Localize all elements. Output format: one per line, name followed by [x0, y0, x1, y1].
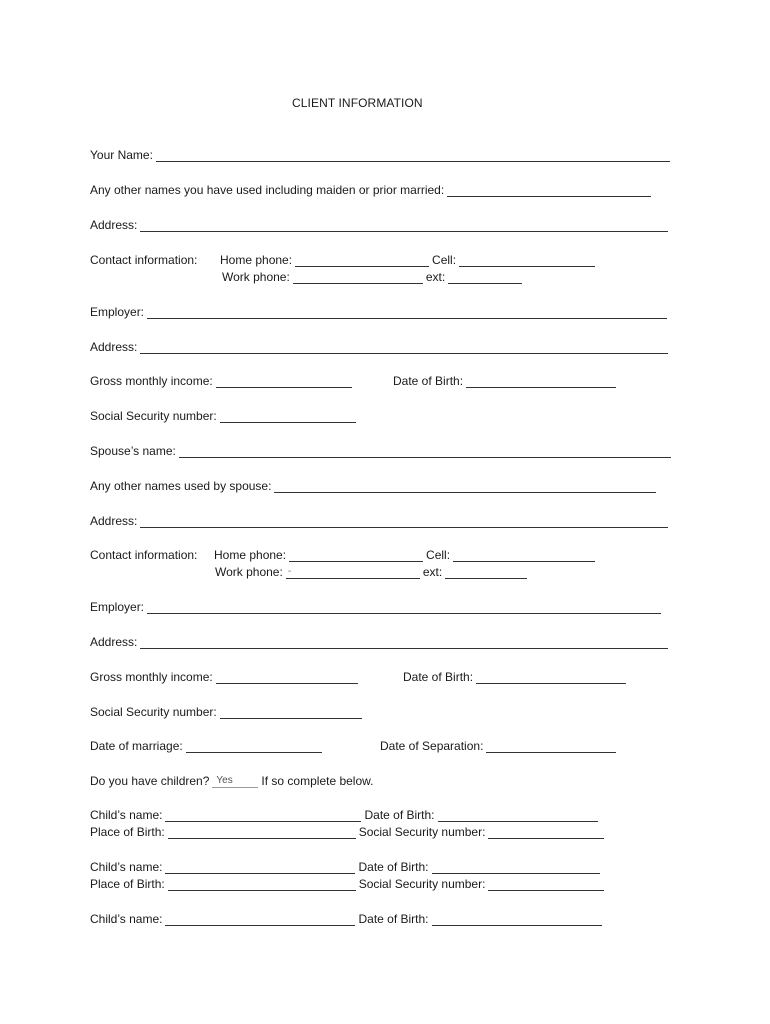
ssn-row	[90, 407, 359, 423]
spouse-home-phone-row	[214, 546, 598, 562]
child3-dob-field[interactable]	[432, 914, 602, 926]
work-phone-row	[222, 268, 525, 284]
spouse-name-label: Spouse’s name:	[90, 444, 176, 458]
child2-dob-label: Date of Birth:	[358, 860, 429, 874]
child1-pob-field[interactable]	[168, 827, 356, 839]
child1-name-field[interactable]	[165, 810, 361, 822]
your-name-label: Your Name:	[90, 148, 153, 162]
spouse-work-phone-mark: -	[287, 566, 292, 577]
address-label: Address:	[90, 218, 138, 232]
employer-address-row	[90, 338, 671, 354]
dob-row	[393, 372, 619, 388]
child3-name-label: Child’s name:	[90, 912, 163, 926]
child1-name-label: Child’s name:	[90, 808, 163, 822]
cell-label: Cell:	[432, 253, 457, 267]
spouse-dob-row	[403, 668, 629, 684]
ssn-field[interactable]	[220, 411, 356, 423]
employer-address-label: Address:	[90, 340, 138, 354]
separation-row	[380, 737, 619, 753]
child1-ssn-field[interactable]	[488, 827, 604, 839]
employer-row	[90, 303, 670, 319]
spouse-address-row	[90, 512, 671, 528]
marriage-field[interactable]	[186, 741, 322, 753]
children-followup-label: If so complete below.	[261, 774, 374, 788]
spouse-employer-label: Employer:	[90, 600, 145, 614]
other-names-field[interactable]	[447, 185, 651, 197]
children-answer-field[interactable]	[212, 776, 258, 788]
spouse-income-label: Gross monthly income:	[90, 670, 213, 684]
your-name-field[interactable]	[156, 150, 670, 162]
income-label: Gross monthly income:	[90, 374, 213, 388]
form-title: CLIENT INFORMATION	[292, 96, 423, 110]
spouse-other-names-row	[90, 477, 659, 493]
child3-dob-label: Date of Birth:	[358, 912, 429, 926]
employer-label: Employer:	[90, 305, 145, 319]
marriage-label: Date of marriage:	[90, 739, 183, 753]
address-field[interactable]	[140, 220, 668, 232]
child3-name-field[interactable]	[165, 914, 355, 926]
child2-name-row	[90, 858, 603, 874]
spouse-employer-address-row	[90, 633, 671, 649]
spouse-work-phone-label: Work phone:	[215, 565, 283, 579]
child2-pob-row	[90, 875, 607, 891]
your-name-row	[90, 146, 673, 162]
spouse-work-phone-field[interactable]	[286, 567, 420, 579]
child2-name-field[interactable]	[165, 862, 355, 874]
income-row	[90, 372, 355, 388]
home-phone-row	[220, 251, 598, 267]
child2-ssn-label: Social Security number:	[358, 877, 486, 891]
child1-dob-label: Date of Birth:	[364, 808, 435, 822]
ext-field[interactable]	[448, 272, 522, 284]
child2-name-label: Child’s name:	[90, 860, 163, 874]
income-field[interactable]	[216, 376, 352, 388]
child1-name-row	[90, 806, 601, 822]
spouse-work-phone-row	[215, 563, 530, 579]
spouse-ext-field[interactable]	[445, 567, 527, 579]
dob-field[interactable]	[466, 376, 616, 388]
home-phone-label: Home phone:	[220, 253, 293, 267]
spouse-income-row	[90, 668, 361, 684]
spouse-home-phone-label: Home phone:	[214, 548, 287, 562]
spouse-cell-label: Cell:	[426, 548, 451, 562]
child2-ssn-field[interactable]	[488, 879, 604, 891]
child2-dob-field[interactable]	[432, 862, 600, 874]
marriage-row	[90, 737, 325, 753]
spouse-ssn-row	[90, 703, 365, 719]
spouse-home-phone-field[interactable]	[289, 550, 423, 562]
other-names-label: Any other names you have used including maiden or prior married:	[90, 183, 445, 197]
other-names-row	[90, 181, 654, 197]
spouse-employer-address-label: Address:	[90, 635, 138, 649]
employer-address-field[interactable]	[140, 342, 668, 354]
contact-info-row	[90, 251, 197, 267]
spouse-address-field[interactable]	[140, 516, 668, 528]
cell-field[interactable]	[459, 255, 595, 267]
spouse-name-row	[90, 442, 674, 458]
home-phone-field[interactable]	[295, 255, 429, 267]
spouse-cell-field[interactable]	[453, 550, 595, 562]
spouse-income-field[interactable]	[216, 672, 358, 684]
children-answer-value: Yes	[216, 775, 233, 786]
spouse-dob-label: Date of Birth:	[403, 670, 474, 684]
children-question-label: Do you have children?	[90, 774, 210, 788]
separation-label: Date of Separation:	[380, 739, 484, 753]
contact-info-label: Contact information:	[90, 253, 198, 267]
address-row	[90, 216, 671, 232]
work-phone-label: Work phone:	[222, 270, 290, 284]
separation-field[interactable]	[486, 741, 616, 753]
child3-name-row	[90, 910, 605, 926]
spouse-employer-field[interactable]	[147, 602, 661, 614]
employer-field[interactable]	[147, 307, 667, 319]
ssn-label: Social Security number:	[90, 409, 217, 423]
spouse-ssn-label: Social Security number:	[90, 705, 217, 719]
spouse-employer-row	[90, 598, 664, 614]
ext-label: ext:	[425, 270, 446, 284]
spouse-dob-field[interactable]	[476, 672, 626, 684]
child1-pob-label: Place of Birth:	[90, 825, 165, 839]
spouse-ext-label: ext:	[422, 565, 443, 579]
child2-pob-label: Place of Birth:	[90, 877, 165, 891]
spouse-ssn-field[interactable]	[220, 707, 362, 719]
spouse-address-label: Address:	[90, 514, 138, 528]
child1-ssn-label: Social Security number:	[358, 825, 486, 839]
work-phone-field[interactable]	[293, 272, 423, 284]
children-row	[90, 772, 373, 788]
spouse-employer-address-field[interactable]	[140, 637, 668, 649]
child1-pob-row	[90, 823, 607, 839]
spouse-contact-row	[90, 546, 197, 562]
spouse-other-names-label: Any other names used by spouse:	[90, 479, 272, 493]
child1-dob-field[interactable]	[438, 810, 598, 822]
spouse-other-names-field[interactable]	[274, 481, 656, 493]
spouse-contact-label: Contact information:	[90, 548, 198, 562]
dob-label: Date of Birth:	[393, 374, 464, 388]
spouse-name-field[interactable]	[179, 446, 671, 458]
child2-pob-field[interactable]	[168, 879, 356, 891]
